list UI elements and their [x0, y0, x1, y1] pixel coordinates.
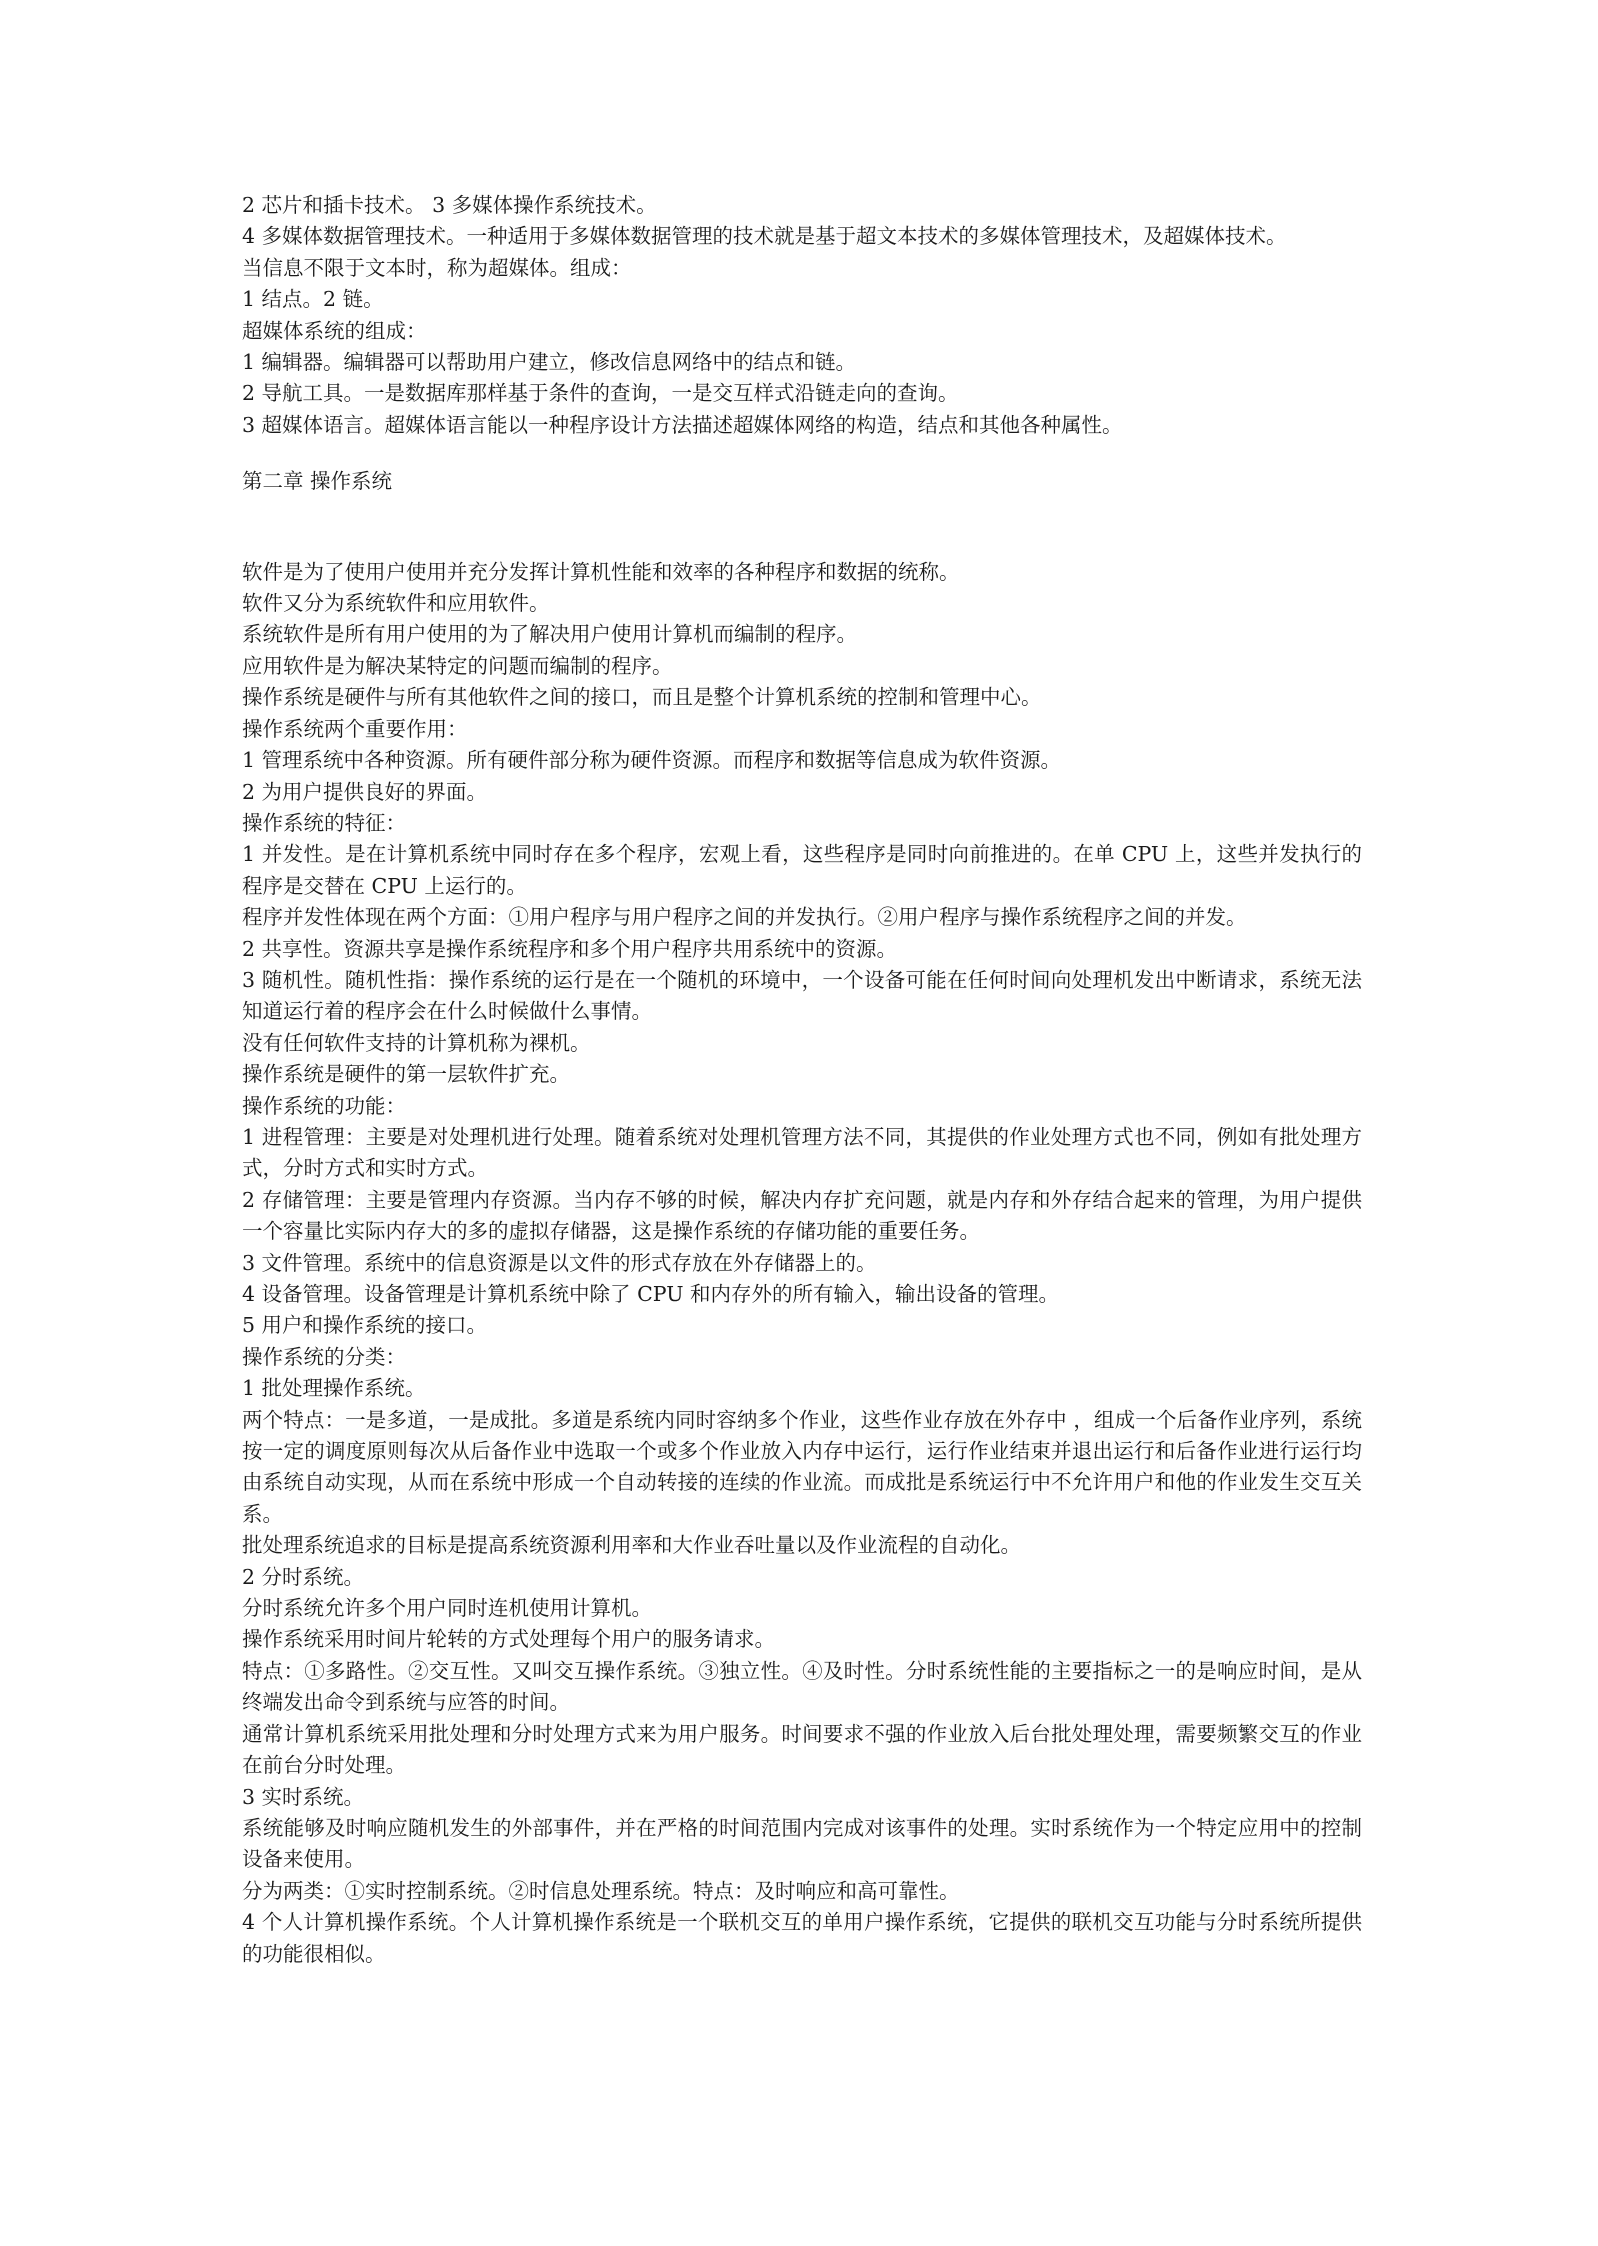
- paragraph: 1 管理系统中各种资源。所有硬件部分称为硬件资源。而程序和数据等信息成为软件资源。: [242, 748, 1062, 773]
- paragraph: 2 共享性。资源共享是操作系统程序和多个用户程序共用系统中的资源。: [242, 936, 898, 961]
- paragraph: 程序并发性体现在两个方面：①用户程序与用户程序之间的并发执行。②用户程序与操作系统程序之间的并发。: [242, 905, 1247, 930]
- paragraph: 操作系统采用时间片轮转的方式处理每个用户的服务请求。: [242, 1627, 775, 1652]
- paragraph: 软件又分为系统软件和应用软件。: [242, 591, 550, 616]
- paragraph: 1 批处理操作系统。: [242, 1376, 426, 1401]
- paragraph: 特点：①多路性。②交互性。又叫交互操作系统。③独立性。④及时性。分时系统性能的主要指标之一的是响应时间，是从终端发出命令到系统与应答的时间。: [242, 1658, 1362, 1715]
- paragraph: 批处理系统追求的目标是提高系统资源利用率和大作业吞吐量以及作业流程的自动化。: [242, 1533, 1021, 1558]
- paragraph: 1 进程管理：主要是对处理机进行处理。随着系统对处理机管理方法不同，其提供的作业处理方式也不同，例如有批处理方式，分时方式和实时方式。: [242, 1124, 1362, 1181]
- paragraph: 1 并发性。是在计算机系统中同时存在多个程序，宏观上看，这些程序是同时向前推进的。在单 CPU 上，这些并发执行的程序是交替在 CPU 上运行的。: [242, 842, 1362, 898]
- body-section: [242, 557, 1362, 1970]
- paragraph: 通常计算机系统采用批处理和分时处理方式来为用户服务。时间要求不强的作业放入后台批处理处理，需要频繁交互的作业在前台分时处理。: [242, 1721, 1362, 1778]
- paragraph: 1 结点。2 链。: [242, 287, 384, 312]
- paragraph: 2 为用户提供良好的界面。: [242, 779, 488, 804]
- paragraph: 操作系统的特征：: [242, 810, 406, 835]
- paragraph: 当信息不限于文本时，称为超媒体。组成：: [242, 255, 632, 280]
- paragraph: 1 编辑器。编辑器可以帮助用户建立，修改信息网络中的结点和链。: [242, 350, 857, 375]
- paragraph: 2 分时系统。: [242, 1564, 365, 1589]
- top-section: [242, 190, 1362, 441]
- paragraph: 分为两类：①实时控制系统。②时信息处理系统。特点：及时响应和高可靠性。: [242, 1878, 960, 1903]
- paragraph: 软件是为了使用户使用并充分发挥计算机性能和效率的各种程序和数据的统称。: [242, 559, 960, 584]
- paragraph: 4 多媒体数据管理技术。一种适用于多媒体数据管理的技术就是基于超文本技术的多媒体管理技术，及超媒体技术。: [242, 224, 1287, 249]
- paragraph: 系统软件是所有用户使用的为了解决用户使用计算机而编制的程序。: [242, 622, 857, 647]
- paragraph: 2 芯片和插卡技术。 3 多媒体操作系统技术。: [242, 193, 657, 217]
- paragraph: 3 超媒体语言。超媒体语言能以一种程序设计方法描述超媒体网络的构造，结点和其他各种属性。: [242, 412, 1123, 437]
- paragraph: 操作系统是硬件与所有其他软件之间的接口，而且是整个计算机系统的控制和管理中心。: [242, 685, 1042, 710]
- paragraph: 3 文件管理。系统中的信息资源是以文件的形式存放在外存储器上的。: [242, 1250, 877, 1275]
- paragraph: 3 实时系统。: [242, 1784, 365, 1809]
- paragraph: 系统能够及时响应随机发生的外部事件，并在严格的时间范围内完成对该事件的处理。实时系统作为一个特定应用中的控制设备来使用。: [242, 1815, 1362, 1872]
- paragraph: 4 设备管理。设备管理是计算机系统中除了 CPU 和内存外的所有输入，输出设备的管理。: [242, 1282, 1059, 1306]
- paragraph: 2 导航工具。一是数据库那样基于条件的查询，一是交互样式沿链走向的查询。: [242, 381, 959, 406]
- paragraph: 分时系统允许多个用户同时连机使用计算机。: [242, 1596, 652, 1621]
- paragraph: 操作系统的功能：: [242, 1093, 406, 1118]
- paragraph: 超媒体系统的组成：: [242, 318, 427, 343]
- paragraph: 5 用户和操作系统的接口。: [242, 1313, 488, 1338]
- document-page: [242, 190, 1362, 1970]
- paragraph: 2 存储管理：主要是管理内存资源。当内存不够的时候，解决内存扩充问题，就是内存和外存结合起来的管理，为用户提供一个容量比实际内存大的多的虚拟存储器，这是操作系统的存储功能的重要任务。: [242, 1187, 1362, 1244]
- paragraph: 操作系统两个重要作用：: [242, 716, 468, 741]
- paragraph: 应用软件是为解决某特定的问题而编制的程序。: [242, 653, 673, 678]
- paragraph: 操作系统是硬件的第一层软件扩充。: [242, 1062, 570, 1087]
- paragraph: 4 个人计算机操作系统。个人计算机操作系统是一个联机交互的单用户操作系统，它提供的联机交互功能与分时系统所提供的功能很相似。: [242, 1910, 1362, 1966]
- paragraph: 没有任何软件支持的计算机称为裸机。: [242, 1030, 591, 1055]
- paragraph: 3 随机性。随机性指：操作系统的运行是在一个随机的环境中，一个设备可能在任何时间向处理机发出中断请求，系统无法知道运行着的程序会在什么时候做什么事情。: [242, 967, 1362, 1024]
- chapter-heading: 第二章 操作系统: [242, 469, 393, 494]
- paragraph: 操作系统的分类：: [242, 1344, 406, 1369]
- paragraph: 两个特点：一是多道，一是成批。多道是系统内同时容纳多个作业，这些作业存放在外存中 ，组成一个后备作业序列，系统按一定的调度原则每次从后备作业中选取一个或多个作业放入内存中运行，运行作业结束并退出运行和后备作业进行运行均由系统自动实现，从而在系统中形成一个自动转接的连续的作业流。而成批是系统运行中不允许用户和他的作业发生交互关系。: [242, 1407, 1362, 1526]
